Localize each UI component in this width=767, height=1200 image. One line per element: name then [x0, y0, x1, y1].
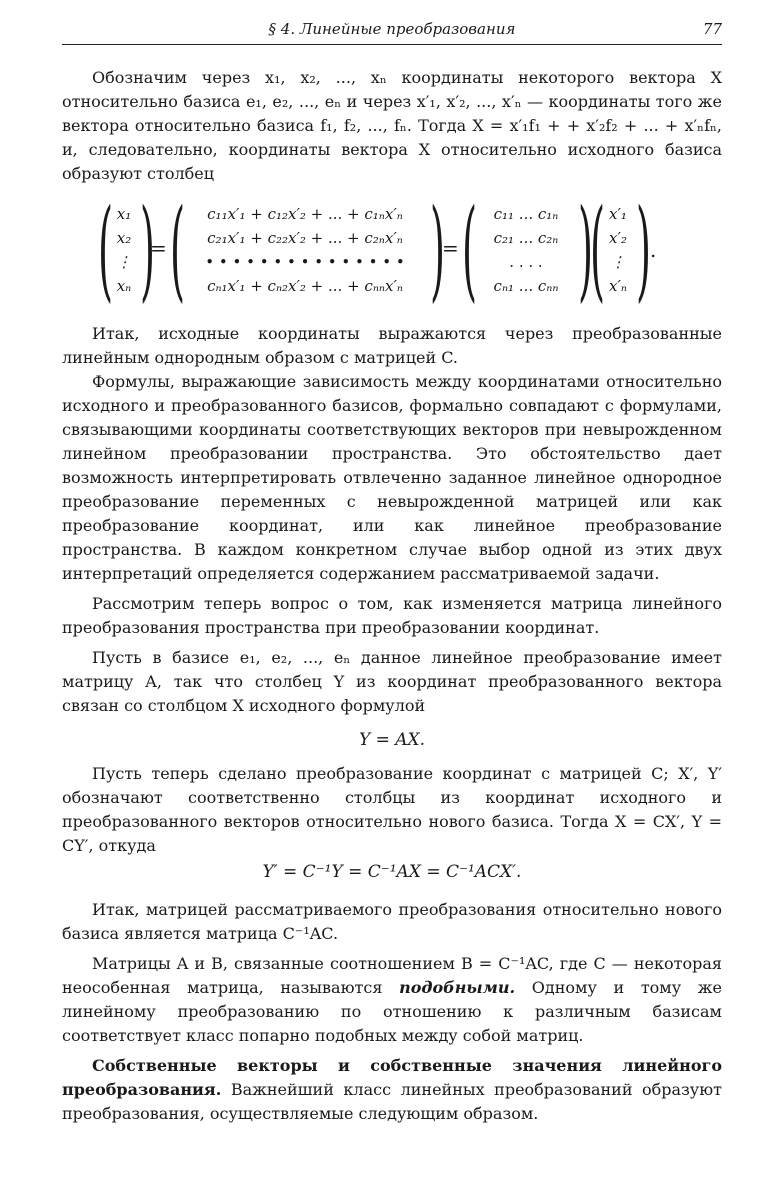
lhs-entry: x₁ [116, 205, 132, 223]
paren-right-3: ) [578, 185, 594, 313]
lhs-entry: ⋮ [116, 253, 132, 271]
middle-row: c₁₁x′₁ + c₁₂x′₂ + ... + c₁ₙx′ₙ [207, 205, 403, 223]
middle-row: c₂₁x′₁ + c₂₂x′₂ + ... + c₂ₙx′ₙ [207, 229, 403, 247]
lhs-entry: x₂ [116, 229, 132, 247]
page-number: 77 [702, 20, 722, 38]
paren-left-3: ( [462, 185, 478, 313]
paragraph-8 [62, 952, 722, 1048]
rhs-entry: ⋮ [610, 253, 626, 271]
term-similar: подобными. [399, 978, 516, 997]
middle-row: cₙ₁x′₁ + cₙ₂x′₂ + ... + cₙₙx′ₙ [207, 277, 403, 295]
running-header [62, 14, 722, 45]
equation-transform: Y′ = C⁻¹Y = C⁻¹AX = C⁻¹ACX′. [262, 862, 522, 882]
period: . [650, 238, 657, 262]
paragraph-6: Пусть теперь сделано преобразование координат с матрицей C; X′, Y′ обозначают соответственно столбцы из координат исходного и преобразованного векторов относительно нового базиса. Тогда X = CX′, Y = CY′, откуда [62, 764, 722, 855]
paren-left-2: ( [170, 185, 186, 313]
paragraph-3: Формулы, выражающие зависимость между координатами относительно исходного и преобразованного базисов, формально совпадают с формулами, связывающими координаты соответствующих векторов при невырожденном линейном преобразовании пространства. Это обстоятельство дает возможность интерпретировать отвлеченно заданное линейное однородное преобразование переменных с невырожденной матрицей или как преобразование координат, или как линейное преобразование пространства. В каждом конкретном случае выбор одной из этих двух интерпретаций определяется содержанием рассматриваемой задачи. [62, 372, 722, 583]
equals-sign: = [442, 236, 459, 260]
paragraph-2: Итак, исходные координаты выражаются через преобразованные линейным однородным образом с матрицей C. [62, 324, 722, 367]
paragraph-7: Итак, матрицей рассматриваемого преобразования относительно нового базиса является матрица C⁻¹AC. [62, 900, 722, 943]
paren-left-4: ( [590, 185, 606, 313]
paren-left-1: ( [98, 185, 114, 313]
rhs-column [600, 202, 636, 298]
lhs-entry: xₙ [116, 277, 132, 295]
section-title: § 4. Линейные преобразования [268, 20, 516, 38]
rhs-entry: x′₁ [609, 205, 627, 223]
paragraph-4: Рассмотрим теперь вопрос о том, как изменяется матрица линейного преобразования пространства при преобразовании координат. [62, 594, 722, 637]
paren-right-2: ) [430, 185, 446, 313]
rhs-entry: x′ₙ [609, 277, 627, 295]
matrix-row: c₂₁ ... c₂ₙ [493, 229, 559, 247]
paren-right-4: ) [636, 185, 652, 313]
paragraph-8-start: Матрицы A и B, связанные соотношением B = C⁻¹AC, где C — некоторая неособенная матрица, называются [62, 954, 722, 997]
equals-sign: = [150, 236, 167, 260]
paragraph-8-end: Одному и тому же линейному преобразованию по отношению к различным базисам соответствует класс попарно подобных между собой матриц. [62, 978, 722, 1045]
paragraph-9-text: Важнейший класс линейных преобразований образуют преобразования, осуществляемые следующим образом. [62, 1080, 722, 1123]
middle-row: • • • • • • • • • • • • • • • [205, 253, 405, 271]
lhs-column [110, 202, 138, 298]
matrix-row: cₙ₁ ... cₙₙ [493, 277, 559, 295]
page-body [62, 66, 722, 1126]
matrix-equation [62, 185, 722, 313]
equation-y-ax: Y = AX. [358, 730, 426, 750]
matrix-row: c₁₁ ... c₁ₙ [493, 205, 559, 223]
section-heading: Собственные векторы и собственные значения линейного преобразования. [62, 1056, 722, 1099]
middle-column [180, 202, 430, 298]
paragraph-1: Обозначим через x₁, x₂, ..., xₙ координаты некоторого вектора X относительно базиса e₁, e₂, ..., eₙ и через x′₁, x′₂, ..., x′ₙ — координаты того же вектора относительно базиса f₁, f₂, ..., fₙ. Тогда X = x′₁f₁ + + x′₂f₂ + ... + x′ₙfₙ, и, следовательно, координаты вектора X относительно исходного базиса образуют столбец [62, 68, 722, 183]
paragraph-5: Пусть в базисе e₁, e₂, ..., eₙ данное линейное преобразование имеет матрицу A, так что столбец Y из координат преобразованного вектора связан со столбцом X исходного формулой [62, 648, 722, 715]
paren-right-1: ) [140, 185, 156, 313]
matrix-row: . . . . [509, 253, 543, 271]
rhs-entry: x′₂ [609, 229, 627, 247]
paragraph-9 [62, 1054, 722, 1126]
coefficient-matrix [474, 202, 578, 298]
